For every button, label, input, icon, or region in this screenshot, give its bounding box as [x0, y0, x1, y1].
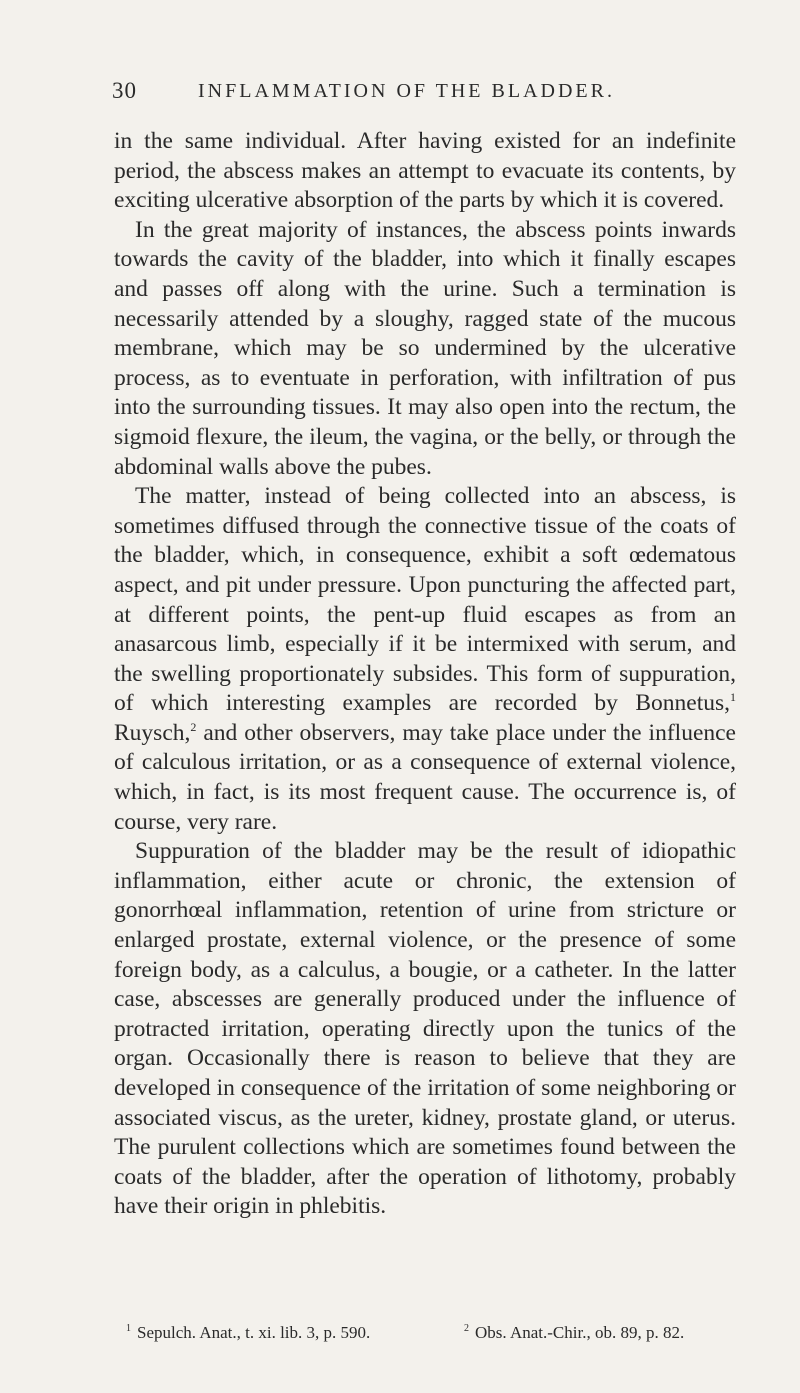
running-title: INFLAMMATION OF THE BLADDER. [198, 80, 615, 102]
footnote-2-marker: 2 [464, 1323, 469, 1335]
paragraph-2: In the great majority of instances, the abscess points inwards towards the cavity of the bladder, into which it finally escapes and passes off along with the urine. Such a termination is necessarily attended by a sloughy, ragged state of the mucous membrane, which may be so undermined by the ulcerative process, as to eventuate in perforation, with infiltration of pus into the surrounding tissues. It may also open into the rectum, the sigmoid flexure, the ileum, the vagina, or the belly, or through the abdominal walls above the pubes. [114, 216, 736, 480]
paragraph-3-part-1: The matter, instead of being collected into an abscess, is sometimes diffused through the connective tissue of the coats of the bladder, which, in consequence, exhibit a soft œdematous aspect, and pit under pressure. Upon puncturing the affected part, at different points, the pent-up fluid escapes as from an anasarcous limb, especially if it be intermixed with serum, and the swelling proportionately subsides. This form of suppuration, of which interesting examples are recorded by Bonnetus, [114, 483, 736, 717]
body-text [114, 127, 736, 1222]
footnote-2-text: Obs. Anat.-Chir., ob. 89, p. 82. [475, 1323, 685, 1342]
paragraph-3 [114, 482, 736, 837]
footnote-ref-1: 1 [730, 690, 736, 705]
footnotes [126, 1322, 740, 1344]
paragraph-3-part-3: and other observers, may take place under the influence of calculous irritation, or as a consequence of external violence, which, in fact, is its most frequent cause. The occurrence is, of course, very rare. [114, 719, 736, 835]
footnote-1 [126, 1322, 464, 1344]
footnote-ref-2: 2 [190, 720, 197, 735]
paragraph-1: in the same individual. After having existed for an indefinite period, the abscess makes an attempt to evacuate its contents, by exciting ulcerative absorption of the parts by which it is covered. [114, 128, 736, 214]
footnote-1-marker: 1 [126, 1323, 131, 1335]
page-number: 30 [112, 78, 137, 103]
paragraph-4: Suppuration of the bladder may be the result of idiopathic inflammation, either acute or chronic, the extension of gonorrhœal inflammation, retention of urine from stricture or enlarged prostate, external violence, or the presence of some foreign body, as a calculus, a bougie, or a catheter. In the latter case, abscesses are generally produced under the influence of protracted irritation, operating directly upon the tunics of the organ. Occasionally there is reason to believe that they are developed in consequence of the irritation of some neighboring or associated viscus, as the ureter, kidney, prostate gland, or uterus. The purulent collections which are sometimes found between the coats of the bladder, after the operation of lithotomy, probably have their origin in phlebitis. [114, 838, 736, 1220]
footnote-1-text: Sepulch. Anat., t. xi. lib. 3, p. 590. [137, 1323, 371, 1342]
page-header [112, 78, 732, 108]
footnote-2 [464, 1322, 684, 1344]
paragraph-3-part-2: Ruysch, [114, 719, 191, 746]
